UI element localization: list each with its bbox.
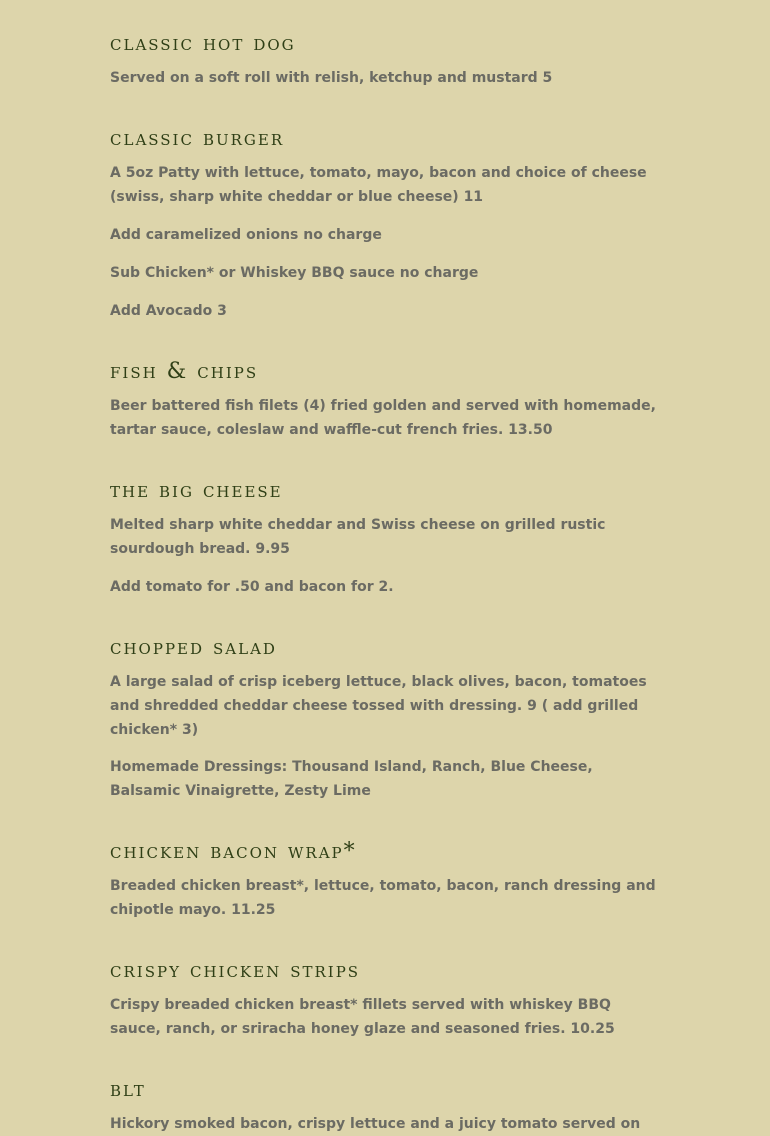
menu-item-title: chopped salad — [110, 635, 277, 660]
menu-item-classic-hot-dog — [110, 30, 670, 90]
menu-item-title: classic hot dog — [110, 31, 296, 56]
menu-item-title: fish & chips — [110, 359, 259, 384]
menu-item-title: the big cheese — [110, 478, 283, 503]
menu-item-description: Served on a soft roll with relish, ketchup and mustard 5 — [110, 70, 553, 86]
menu-item-option: Add caramelized onions no charge — [110, 227, 382, 243]
menu-item-description: A large salad of crisp iceberg lettuce, black olives, bacon, tomatoes and shredded cheddar cheese tossed with dressing. 9 ( add grilled chicken* 3) — [110, 674, 647, 738]
menu-item-title: blt — [110, 1077, 146, 1102]
menu-item-description: Crispy breaded chicken breast* fillets served with whiskey BBQ sauce, ranch, or sriracha honey glaze and seasoned fries. 10.25 — [110, 997, 615, 1037]
menu-item-crispy-chicken-strips — [110, 957, 670, 1041]
menu-item-chopped-salad — [110, 634, 670, 803]
menu-item-title: chicken bacon wrap* — [110, 839, 357, 864]
menu-item-description: Breaded chicken breast*, lettuce, tomato, bacon, ranch dressing and chipotle mayo. 11.25 — [110, 878, 656, 918]
menu-item-option: Add Avocado 3 — [110, 303, 227, 319]
menu-item-option: Add tomato for .50 and bacon for 2. — [110, 579, 394, 595]
menu-item-description: Melted sharp white cheddar and Swiss cheese on grilled rustic sourdough bread. 9.95 — [110, 517, 606, 557]
menu-item-title: crispy chicken strips — [110, 958, 361, 983]
menu-item-description: A 5oz Patty with lettuce, tomato, mayo, bacon and choice of cheese (swiss, sharp white cheddar or blue cheese) 11 — [110, 165, 647, 205]
menu-item-title: classic burger — [110, 126, 285, 151]
menu-item-description: Beer battered fish filets (4) fried golden and served with homemade, tartar sauce, coleslaw and waffle-cut french fries. 13.50 — [110, 398, 656, 438]
menu-item-the-big-cheese — [110, 477, 670, 599]
menu-item-classic-burger — [110, 125, 670, 323]
menu-item-option: Homemade Dressings: Thousand Island, Ranch, Blue Cheese, Balsamic Vinaigrette, Zesty Lime — [110, 759, 593, 799]
menu-item-blt — [110, 1076, 670, 1136]
menu-item-description: Hickory smoked bacon, crispy lettuce and a juicy tomato served on — [110, 1116, 641, 1132]
menu-item-fish-and-chips — [110, 358, 670, 442]
menu-item-option: Sub Chicken* or Whiskey BBQ sauce no charge — [110, 265, 479, 281]
menu-item-chicken-bacon-wrap — [110, 838, 670, 922]
